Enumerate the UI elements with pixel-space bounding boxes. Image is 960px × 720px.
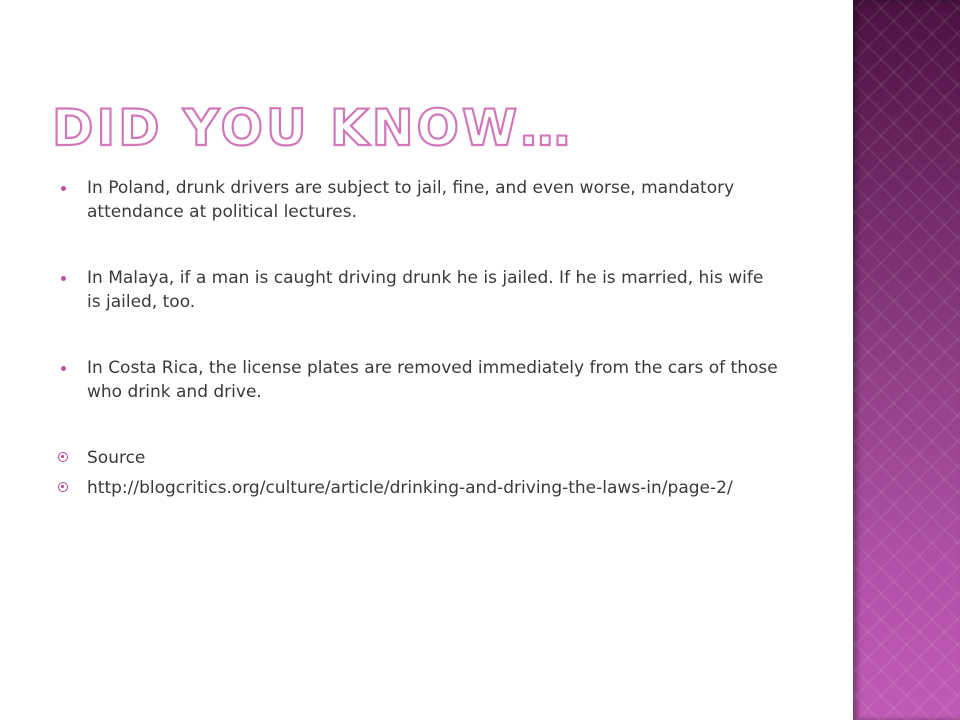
target-bullet-icon	[58, 482, 68, 492]
dot-bullet-icon	[61, 186, 66, 191]
source-url-link[interactable]: http://blogcritics.org/culture/article/drinking-and-driving-the-laws-in/page-2/	[87, 478, 733, 498]
slide-title	[50, 92, 574, 162]
decorative-side-panel	[853, 0, 960, 720]
bullet-text-malaya: In Malaya, if a man is caught driving drunk he is jailed. If he is married, his wife is jailed, too.	[87, 268, 764, 312]
dot-bullet-icon	[61, 276, 66, 281]
dot-bullet-icon	[61, 366, 66, 371]
source-url-item	[58, 476, 778, 500]
bullet-item-costa-rica	[58, 356, 778, 404]
source-label: Source	[87, 448, 146, 468]
target-bullet-icon	[58, 452, 68, 462]
bullet-text-poland: In Poland, drunk drivers are subject to jail, fine, and even worse, mandatory attendance at political lectures.	[87, 178, 735, 222]
source-label-item	[58, 446, 778, 470]
bullet-text-costa-rica: In Costa Rica, the license plates are removed immediately from the cars of those who drink and drive.	[87, 358, 778, 402]
bullet-item-poland	[58, 176, 778, 224]
slide-title-text: DID YOU KNOW…	[52, 99, 574, 157]
slide-body	[58, 176, 778, 500]
bullet-item-malaya	[58, 266, 778, 314]
